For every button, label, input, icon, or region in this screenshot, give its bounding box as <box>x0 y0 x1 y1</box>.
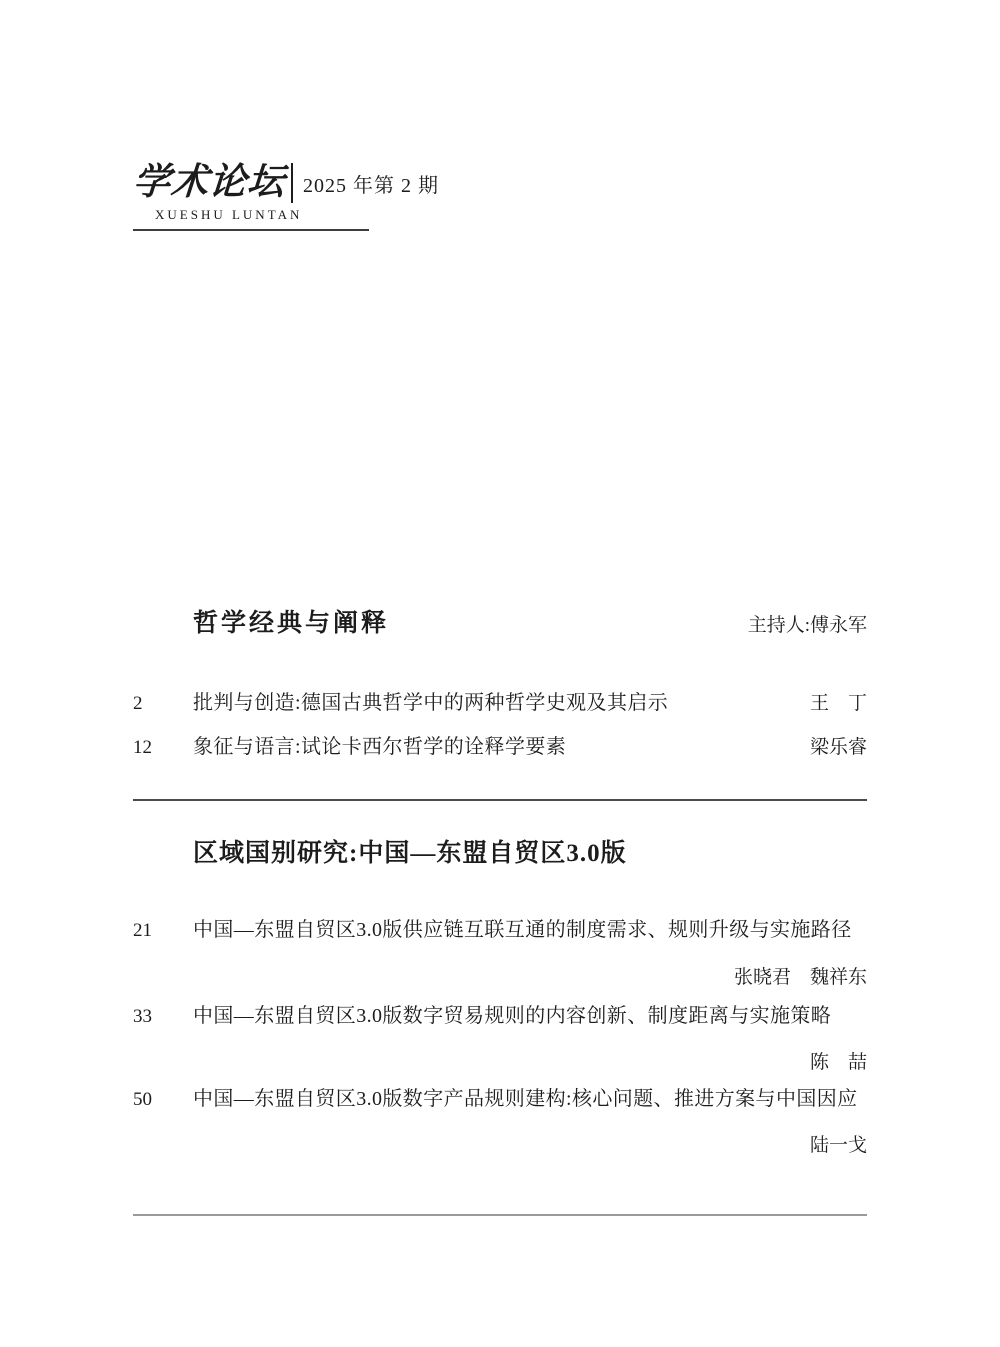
entry-title: 中国—东盟自贸区3.0版数字贸易规则的内容创新、制度距离与实施策略 <box>193 1005 832 1027</box>
masthead-divider <box>291 163 293 203</box>
entry-title: 批判与创造:德国古典哲学中的两种哲学史观及其启示 <box>193 692 669 714</box>
toc-entry <box>133 691 867 716</box>
entry-authors: 张晓君 魏祥东 <box>733 967 867 988</box>
issue-label: 2025 年第 2 期 <box>303 174 439 197</box>
page-bottom-rule <box>133 1214 867 1216</box>
entry-authors: 陆一戈 <box>809 1135 867 1156</box>
entry-authors: 梁乐睿 <box>809 737 867 758</box>
entry-page-number: 50 <box>133 1089 152 1110</box>
entry-page-number: 12 <box>133 737 152 758</box>
section-heading-row <box>133 840 867 869</box>
section-2-heading: 区域国别研究:中国—东盟自贸区3.0版 <box>193 840 627 867</box>
toc-entry <box>133 735 867 760</box>
section-heading-row <box>133 610 867 639</box>
masthead-rule <box>133 229 369 231</box>
entry-page-number: 33 <box>133 1006 152 1027</box>
toc-entry <box>133 1004 867 1029</box>
entry-authors: 王 丁 <box>809 693 867 714</box>
entry-title: 中国—东盟自贸区3.0版数字产品规则建构:核心问题、推进方案与中国因应 <box>193 1088 858 1110</box>
journal-logo: 学术论坛 <box>131 162 287 203</box>
entry-title: 象征与语言:试论卡西尔哲学的诠释学要素 <box>193 736 567 758</box>
section-1-host: 主持人:傅永军 <box>747 615 867 636</box>
toc-entry <box>133 918 867 943</box>
entry-authors: 陈 喆 <box>809 1052 867 1073</box>
entry-page-number: 21 <box>133 920 152 941</box>
toc-entry <box>133 1087 867 1112</box>
masthead <box>131 162 439 223</box>
entry-title: 中国—东盟自贸区3.0版供应链互联互通的制度需求、规则升级与实施路径 <box>193 919 852 941</box>
journal-logo-pinyin: XUESHU LUNTAN <box>155 206 303 222</box>
section-divider-rule <box>133 799 867 801</box>
entry-page-number: 2 <box>133 693 143 714</box>
section-1-heading: 哲学经典与阐释 <box>193 610 390 637</box>
